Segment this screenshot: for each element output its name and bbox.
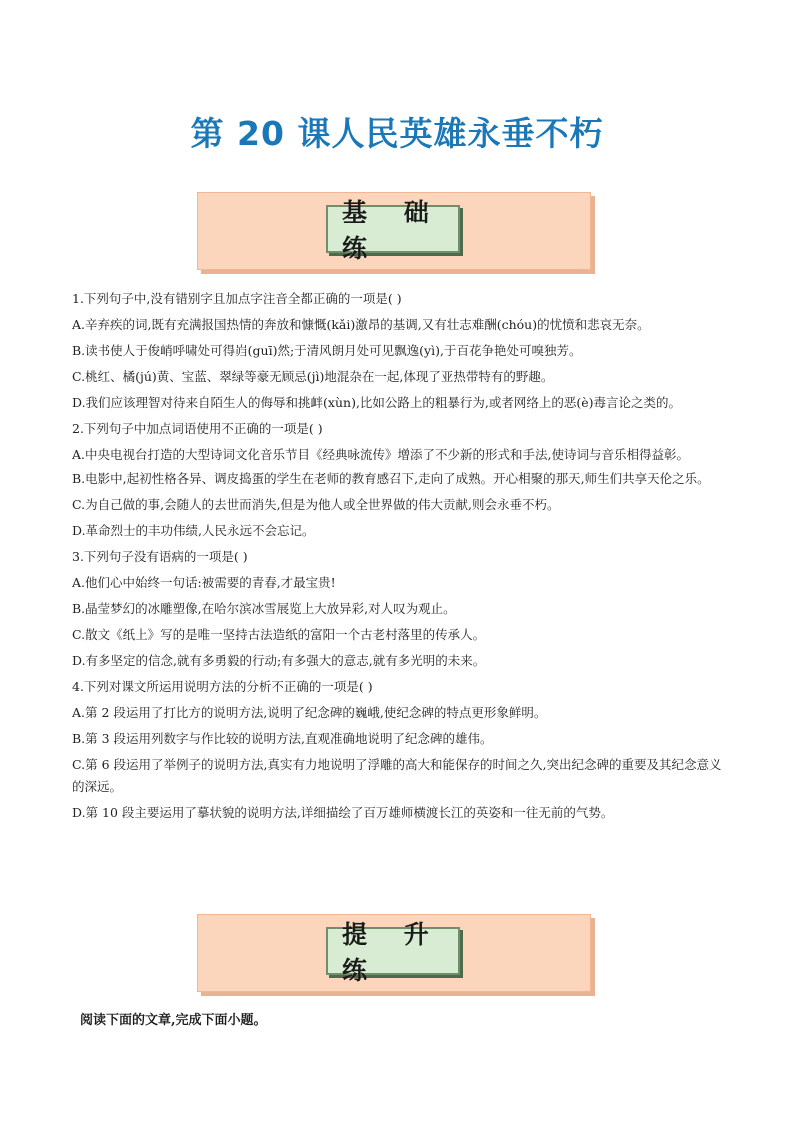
- question-1-stem: 1.下列句子中,没有错别字且加点字注音全都正确的一项是( ): [72, 291, 402, 306]
- question-1-option-c: C.桃红、橘(jú)黄、宝蓝、翠绿等豪无顾忌(jì)地混杂在一起,体现了亚热带特有的野趣。: [72, 369, 554, 384]
- question-4-option-a: A.第 2 段运用了打比方的说明方法,说明了纪念碑的巍峨,使纪念碑的特点更形象鲜明。: [72, 705, 547, 720]
- question-4-option-c: C.第 6 段运用了举例子的说明方法,真实有力地说明了浮雕的高大和能保存的时间之久,突出纪念碑的重要及其纪念意义的深远。: [72, 757, 722, 794]
- question-3-option-d: D.有多坚定的信念,就有多勇毅的行动;有多强大的意志,就有多光明的未来。: [72, 653, 486, 668]
- question-4-stem: 4.下列对课文所运用说明方法的分析不正确的一项是( ): [72, 679, 373, 694]
- section-banner-advanced: [197, 914, 591, 992]
- question-4-option-b: B.第 3 段运用列数字与作比较的说明方法,直观准确地说明了纪念碑的雄伟。: [72, 731, 493, 746]
- question-2-option-b: B.电影中,起初性格各异、调皮捣蛋的学生在老师的教育感召下,走向了成熟。开心相聚的那天,师生们共享天伦之乐。: [72, 471, 710, 486]
- question-2-stem: 2.下列句子中加点词语使用不正确的一项是( ): [72, 421, 323, 436]
- section-label-advanced: 提 升 练: [326, 927, 460, 975]
- question-1-option-a: A.辛弃疾的词,既有充满报国热情的奔放和慷慨(kǎi)激昂的基调,又有壮志难酬(chóu)的忧愤和悲哀无奈。: [72, 317, 650, 332]
- question-3-option-c: C.散文《纸上》写的是唯一坚持古法造纸的富阳一个古老村落里的传承人。: [72, 627, 486, 642]
- question-3-option-a: A.他们心中始终一句话:被需要的青春,才最宝贵!: [72, 575, 336, 590]
- question-2-option-c: C.为自己做的事,会随人的去世而消失,但是为他人或全世界做的伟大贡献,则会永垂不朽。: [72, 497, 560, 512]
- question-4-option-d: D.第 10 段主要运用了摹状貌的说明方法,详细描绘了百万雄师横渡长江的英姿和一往无前的气势。: [72, 805, 614, 820]
- question-1-option-b: B.读书使人于俊峭呼啸处可得岿(guī)然;于清风朗月处可见飘逸(yì),于百花争艳处可嗅独芳。: [72, 343, 582, 358]
- question-3-stem: 3.下列句子没有语病的一项是( ): [72, 549, 248, 564]
- question-1-option-d: D.我们应该理智对待来自陌生人的侮辱和挑衅(xùn),比如公路上的粗暴行为,或者网络上的恶(è)毒言论之类的。: [72, 395, 682, 410]
- question-2-option-a: A.中央电视台打造的大型诗词文化音乐节目《经典咏流传》增添了不少新的形式和手法,使诗词与音乐相得益彰。: [72, 447, 689, 462]
- question-2-option-d: D.革命烈士的丰功伟绩,人民永远不会忘记。: [72, 523, 315, 538]
- question-3-option-b: B.晶莹梦幻的冰雕塑像,在哈尔滨冰雪展览上大放异彩,对人叹为观止。: [72, 601, 456, 616]
- section-banner-basic: [197, 192, 591, 270]
- questions-block: [72, 286, 724, 826]
- section-label-basic: 基 础 练: [326, 205, 460, 253]
- reading-instruction: 阅读下面的文章,完成下面小题。: [80, 1013, 267, 1028]
- page-title: 第 20 课人民英雄永垂不朽: [190, 114, 604, 153]
